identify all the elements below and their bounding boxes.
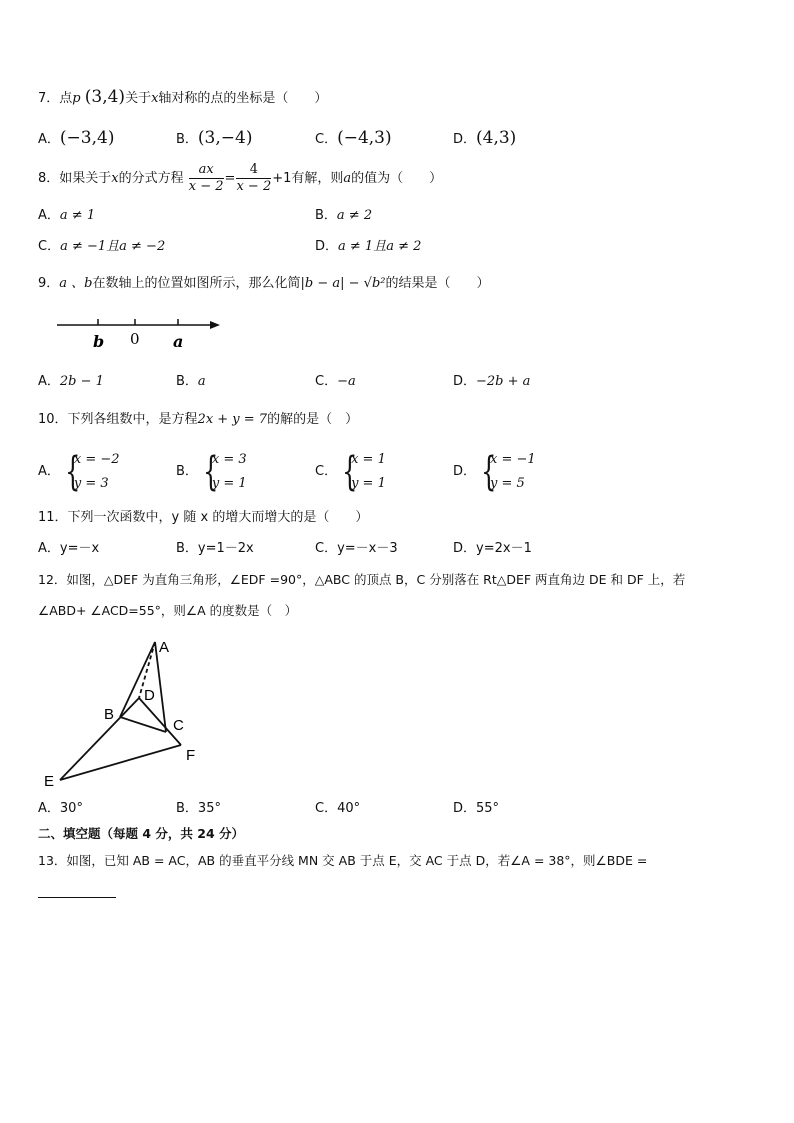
q12-option-c[interactable]: C．40° <box>315 801 361 816</box>
q11-option-c[interactable]: C．y=－x－3 <box>315 541 398 556</box>
q11-option-a[interactable]: A．y=－x <box>38 541 100 556</box>
label-b: B <box>104 706 115 723</box>
label-a: A <box>159 639 170 656</box>
q8-option-a[interactable]: A．a ≠ 1 <box>38 208 96 223</box>
q7-coord: (3,4) <box>84 87 126 107</box>
q9-option-d[interactable]: D．−2b + a <box>453 374 531 389</box>
section-2-title: 二、填空题（每题 4 分，共 24 分） <box>38 826 245 841</box>
q7-stem-mid: 关于 <box>125 91 152 106</box>
q12-option-d[interactable]: D．55° <box>453 801 500 816</box>
q7-stem-post: 轴对称的点的坐标是（ ） <box>158 91 328 106</box>
q10-option-c[interactable]: C． { x = 1 y = 1 <box>315 448 386 496</box>
q7-option-c[interactable]: C．(−4,3) <box>315 128 392 148</box>
q10-option-b[interactable]: B． { x = 3 y = 1 <box>176 448 247 496</box>
segment-ef <box>60 745 181 780</box>
q12-stem-line1: 12．如图，△DEF 为直角三角形，∠EDF =90°，△ABC 的顶点 B，C 分别落在 Rt△DEF 两直角边 DE 和 DF 上，若 <box>38 572 686 587</box>
q12-stem-line2: ∠ABD+ ∠ACD=55°，则∠A 的度数是（ ） <box>38 603 298 618</box>
q9-label-b: b <box>93 332 105 351</box>
q9-option-b[interactable]: B．a <box>176 374 206 389</box>
q13-answer-blank[interactable] <box>38 897 116 898</box>
q11-option-b[interactable]: B．y=1－2x <box>176 541 254 556</box>
q8-option-d[interactable]: D．a ≠ 1且a ≠ 2 <box>315 239 422 254</box>
q12-option-b[interactable]: B．35° <box>176 801 221 816</box>
label-c: C <box>173 717 184 734</box>
label-f: F <box>186 747 196 764</box>
q9-option-a[interactable]: A．2b − 1 <box>38 374 104 389</box>
q7-option-b[interactable]: B．(3,−4) <box>176 128 253 148</box>
q12-triangle-figure <box>38 632 213 792</box>
q7-stem-pre: 7．点 <box>38 91 73 106</box>
label-e: E <box>44 773 55 790</box>
q8-option-b[interactable]: B．a ≠ 2 <box>315 208 373 223</box>
q9-label-zero: 0 <box>130 330 140 348</box>
q9-stem: 9．a 、b在数轴上的位置如图所示，那么化简|b − a| − √b²的结果是（ ） <box>38 276 490 291</box>
q7-option-d[interactable]: D．(4,3) <box>453 128 517 148</box>
q9-label-a: a <box>173 332 184 351</box>
q8-stem: 8．如果关于x的分式方程 $\frac{ax}{x - 2}$ = $\frac{4}{x - 2}$ +1有解，则a的值为（ ） <box>38 162 443 194</box>
q9-number-line <box>55 315 230 355</box>
q7-option-a[interactable]: A．(−3,4) <box>38 128 115 148</box>
label-d: D <box>144 687 155 704</box>
q7-axis: x <box>151 91 159 106</box>
q10-equation: 2x + y = 7 <box>197 412 268 427</box>
q8-fraction-1: $\frac{ax}{x - 2}$ <box>188 162 224 194</box>
q11-stem: 11．下列一次函数中，y 随 x 的增大而增大的是（ ） <box>38 510 369 525</box>
q10-option-d[interactable]: D． { x = −1 y = 5 <box>453 448 536 496</box>
q7-point: p <box>72 91 81 106</box>
segment-ab <box>120 642 155 717</box>
q9-option-c[interactable]: C．−a <box>315 374 356 389</box>
q13-stem: 13．如图，已知 AB = AC，AB 的垂直平分线 MN 交 AB 于点 E，交 AC 于点 D，若∠A = 38°，则∠BDE = <box>38 853 648 868</box>
q9-expression: |b − a| − √b² <box>300 276 386 291</box>
q12-option-a[interactable]: A．30° <box>38 801 83 816</box>
q7-stem <box>38 87 327 109</box>
q10-stem: 10．下列各组数中，是方程2x + y = 7的解的是（ ） <box>38 412 359 427</box>
q11-option-d[interactable]: D．y=2x－1 <box>453 541 532 556</box>
q8-option-c[interactable]: C．a ≠ −1且a ≠ −2 <box>38 239 166 254</box>
q10-option-a[interactable]: A． { x = −2 y = 3 <box>38 448 120 496</box>
q8-fraction-2: $\frac{4}{x - 2}$ <box>236 162 272 194</box>
